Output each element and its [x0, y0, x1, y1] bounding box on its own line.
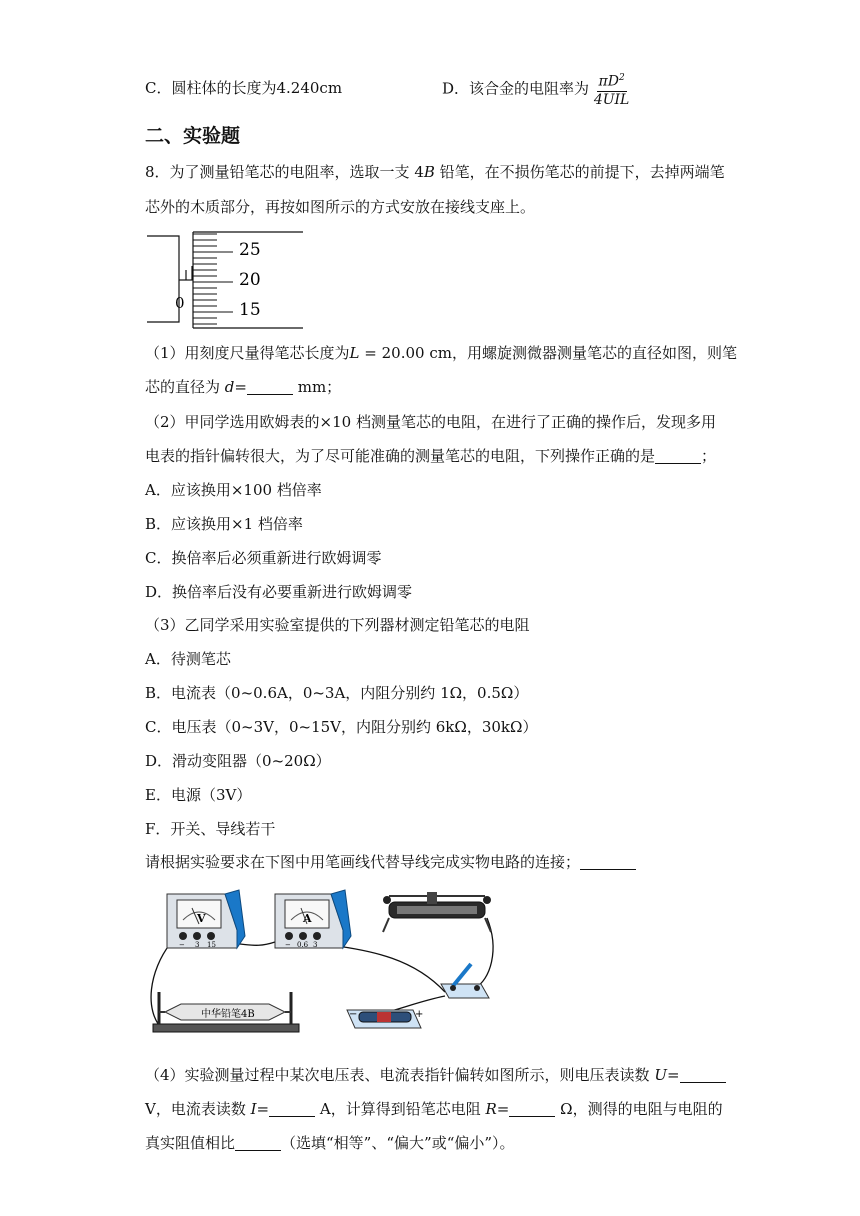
q8-part3-option-c: C．电压表（0~3V，0~15V，内阻分别约 6kΩ，30kΩ） [145, 718, 538, 736]
answer-blank-diameter[interactable] [247, 378, 293, 395]
micrometer-label-15: 15 [239, 300, 261, 320]
fraction-denominator: 4UIL [593, 91, 630, 108]
answer-blank-circuit[interactable] [580, 853, 636, 870]
ammeter-label: A [303, 912, 312, 925]
fraction-exponent: 2 [618, 73, 625, 83]
option-d-text: D．该合金的电阻率为 [442, 79, 590, 98]
q8-part1-line2: 芯的直径为 d= mm； [145, 378, 342, 396]
ammeter [275, 890, 351, 949]
answer-blank-current[interactable] [269, 1100, 315, 1117]
q8-part3-line: （3）乙同学采用实验室提供的下列器材测定铅笔芯的电阻 [145, 616, 530, 634]
voltmeter-terminal-neg: − [179, 941, 185, 949]
q8-part3-request: 请根据实验要求在下图中用笔画线代替导线完成实物电路的连接； [145, 851, 636, 873]
pencil-lead-mount [153, 992, 299, 1032]
q8-part3-option-b: B．电流表（0~0.6A，0~3A，内阻分别约 1Ω，0.5Ω） [145, 684, 529, 702]
section-title: 二、实验题 [145, 125, 241, 147]
q8-part2-option-d: D．换倍率后没有必要重新进行欧姆调零 [145, 583, 413, 601]
battery [347, 1009, 423, 1028]
q8-part2-line2: 电表的指针偏转很大，为了尽可能准确的测量笔芯的电阻，下列操作正确的是 ； [145, 447, 717, 465]
q8-part1-line1: （1）用刻度尺量得笔芯长度为L = 20.00 cm，用螺旋测微器测量笔芯的直径如图，则笔 [145, 344, 737, 362]
answer-blank-operation[interactable] [655, 447, 701, 464]
q8-part3-option-f: F．开关、导线若干 [145, 820, 276, 838]
micrometer-label-25: 25 [239, 240, 261, 260]
pencil-label: 中华铅笔4B [201, 1009, 255, 1020]
voltmeter [167, 890, 245, 949]
answer-blank-comparison[interactable] [235, 1134, 281, 1151]
q8-part4-line2: V，电流表读数 I= A，计算得到铅笔芯电阻 R= Ω，测得的电阻与电阻的 [145, 1100, 723, 1118]
battery-plus: + [415, 1009, 424, 1020]
option-c-top: C．圆柱体的长度为4.240cm [145, 79, 343, 97]
ammeter-terminal-3: 3 [313, 941, 318, 949]
answer-blank-resistance[interactable] [509, 1100, 555, 1117]
q8-part3-option-d: D．滑动变阻器（0~20Ω） [145, 752, 331, 770]
rheostat [383, 892, 491, 932]
battery-minus: − [349, 1009, 358, 1020]
voltmeter-terminal-3: 3 [195, 941, 200, 949]
voltmeter-terminal-15: 15 [207, 941, 216, 949]
circuit-figure [145, 880, 505, 1038]
q8-part2-option-c: C．换倍率后必须重新进行欧姆调零 [145, 549, 382, 567]
q8-line2: 芯外的木质部分，再按如图所示的方式安放在接线支座上。 [145, 198, 536, 216]
q8-part4-line1: （4）实验测量过程中某次电压表、电流表指针偏转如图所示，则电压表读数 U= [145, 1064, 726, 1086]
q8-part3-option-a: A．待测笔芯 [145, 650, 231, 668]
q8-part2-option-a: A．应该换用×100 档倍率 [145, 481, 322, 499]
ammeter-terminal-neg: − [285, 941, 291, 949]
micrometer-label-20: 20 [239, 270, 261, 290]
micrometer-figure [145, 226, 307, 332]
q8-part4-line3: 真实阻值相比 （选填“相等”、“偏大”或“偏小”）。 [145, 1134, 515, 1152]
q8-line1: 8．为了测量铅笔芯的电阻率，选取一支 4B 铅笔，在不损伤笔芯的前提下，去掉两端笔 [145, 163, 725, 181]
ammeter-terminal-06: 0.6 [297, 941, 309, 949]
resistivity-fraction [594, 70, 630, 109]
option-d-top [442, 70, 629, 109]
switch [441, 964, 489, 998]
fraction-numerator: πD [598, 73, 619, 90]
q8-part3-option-e: E．电源（3V） [145, 786, 252, 804]
q8-part2-option-b: B．应该换用×1 档倍率 [145, 515, 303, 533]
q8-part2-line1: （2）甲同学选用欧姆表的×10 档测量笔芯的电阻，在进行了正确的操作后，发现多用 [145, 413, 716, 431]
answer-blank-voltage[interactable] [680, 1066, 726, 1083]
micrometer-sleeve-zero: 0 [175, 294, 185, 312]
voltmeter-label: V [197, 912, 206, 925]
